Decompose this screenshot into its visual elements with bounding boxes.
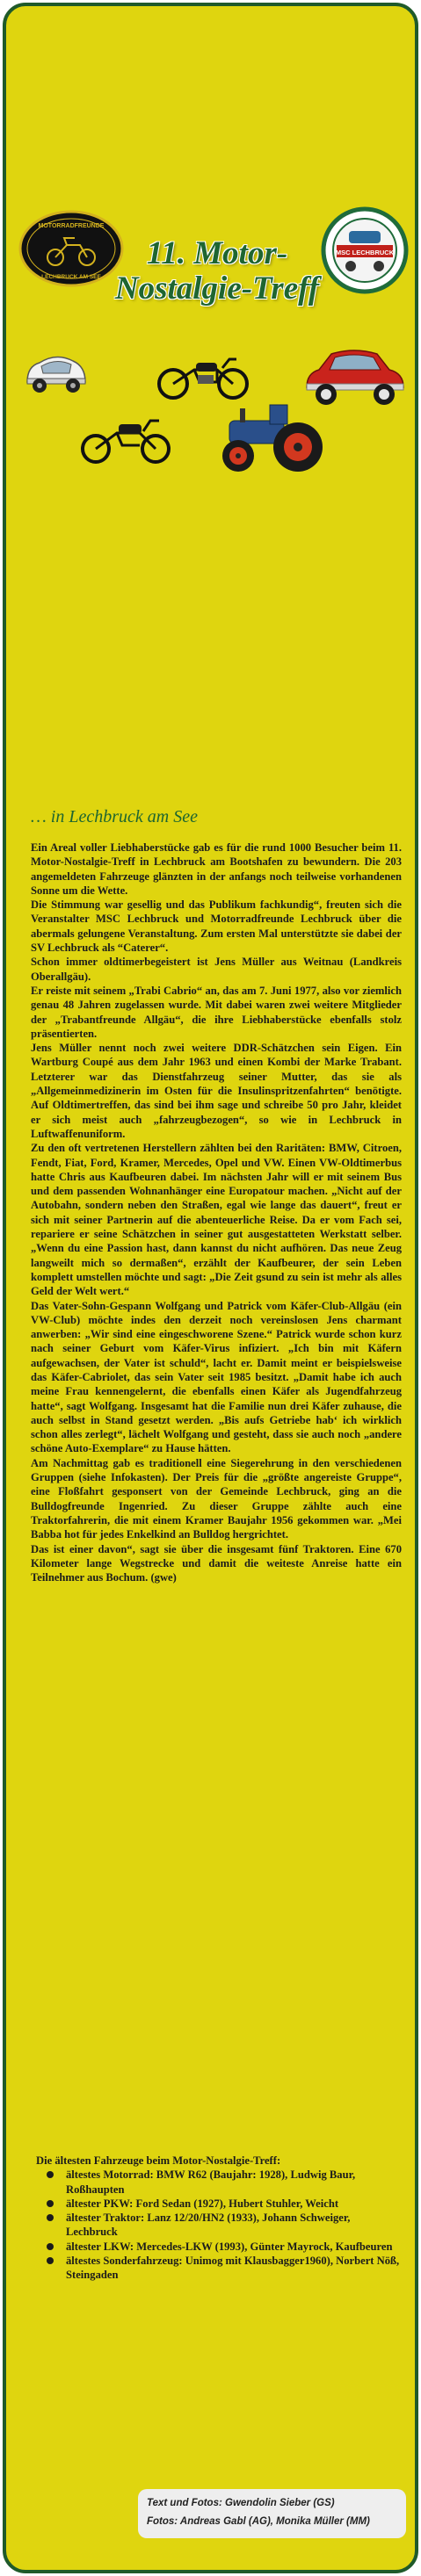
article-body <box>31 841 402 1584</box>
article-subtitle: … in Lechbruck am See <box>31 807 198 826</box>
article-paragraph: Ein Areal voller Liebhaberstücke gab es für die rund 1000 Besucher beim 11. Motor-Nostalgie-Treff in Lechbruck am Bootshafen zu bewundern. Die 203 angemeldeten Fahrzeuge glänzten in der anfangs noch teilweise vorhandenen Sonne um die Wette. <box>31 841 402 897</box>
article-panel <box>3 3 418 2573</box>
motorradfreunde-logo <box>18 210 124 287</box>
white-car-illustration <box>22 347 91 400</box>
credits-line-text: Text und Fotos: Gwendolin Sieber (GS) <box>147 2498 335 2508</box>
article-paragraph: Jens Müller nennt noch zwei weitere DDR-Schätzchen sein Eigen. Ein Wartburg Coupé aus dem Jahr 1963 und einen Kombi der Marke Trabant. Letzterer war das Dienstfahrzeug seiner Mutter, das sie als „Allgemeinmedizinerin im Osten für die Insulinspritzenfahrten“ benötigte. Auf Oldtimertreffen, das sind bei ihm sage und schreibe 50 pro Jahr, kleidet er sich meist auch „fahrzeugbezogen“, so wie in Lechbruck in Luftwaffenuniform. <box>31 1042 402 1140</box>
article-paragraph: Die Stimmung war gesellig und das Publikum fachkundig“, freuten sich die Veranstalter MSC Lechbruck und Motorradfreunde Lechbruck über die abermals gelungene Veranstaltung. Zum ersten Mal unterstützte sie dabei der SV Lechbruck als “Caterer“. <box>31 898 402 955</box>
article-paragraph: Am Nachmittag gab es traditionell eine Siegerehrung in den verschiedenen Gruppen (siehe Infokasten). Der Preis für die „größte angereiste Gruppe“, eine Floßfahrt gesponsert von der Gemeinde Lechbruck, ging an die Bulldogfreunde Ingenried. Zu dieser Gruppe zählte auch eine Traktorfahrerin, die mit einem Kramer Baujahr 1956 gekommen war. „Mei Babba hot für jedes Enkelkind an Bulldog hergrichtet. <box>31 1456 402 1541</box>
oldest-vehicles-list <box>36 2168 402 2282</box>
oldest-vehicles-heading: Die ältesten Fahrzeuge beim Motor-Nostalgie-Treff: <box>36 2154 281 2167</box>
article-paragraph: Das ist einer davon“, sagt sie über die insgesamt fünf Traktoren. Eine 670 Kilometer lange Wegstrecke und damit die weiteste Anreise hatte ein Teilnehmer aus Bochum. (gwe) <box>31 1542 402 1584</box>
credits-line-photos: Fotos: Andreas Gabl (AG), Monika Müller (MM) <box>147 2516 370 2527</box>
photo-credits-box <box>138 2489 406 2538</box>
oldest-vehicles-box <box>36 2154 402 2283</box>
msc-lechbruck-logo <box>321 206 409 294</box>
list-item: ältestes Sonderfahrzeug: Unimog mit Klausbagger1960), Norbert Nöß, Steingaden <box>66 2254 402 2283</box>
list-item: ältester LKW: Mercedes-LKW (1993), Günter Mayrock, Kaufbeuren <box>66 2240 402 2254</box>
page-title: 11. Motor-Nostalgie-Treff <box>114 235 320 307</box>
logo-left-bottom-text: LECHBRUCK AM SEE <box>41 274 101 280</box>
article-paragraph: Das Vater-Sohn-Gespann Wolfgang und Patrick vom Käfer-Club-Allgäu (ein VW-Club) möchte indes den derzeit noch vereinslosen Jens charmant anwerben: „Wir sind eine eingeschworene Szene.“ Patrick wurde schon kurz nach seiner Geburt vom Käfer-Virus infiziert. „Ich bin mit Käfern aufgewachsen, der Vater ist schuld“, lacht er. Damit meint er beispielsweise das Käfer-Cabriolet, das sein Vater seit 1985 besitzt. „Damit habe ich auch meine Frau kennengelernt, die ebenfalls einen Käfer als Jugendfahrzeug hatte“, sagt Wolfgang. Insgesamt hat die Familie nun drei Käfer zuhause, die auch selbst in Stand gesetzt werden. „Bis aufs Getriebe hab‘ ich wirklich schon alles zerlegt“, lächelt Wolfgang und gesteht, dass sie auch noch „andere schöne Auto-Exemplare“ zu Hause hätten. <box>31 1299 402 1455</box>
logo-right-text: MSC LECHBRUCK <box>335 249 395 256</box>
article-paragraph: Schon immer oldtimerbegeistert ist Jens Müller aus Weitnau (Landkreis Oberallgäu). <box>31 956 402 983</box>
article-paragraph: Zu den oft vertretenen Herstellern zählten bei den Raritäten: BMW, Citroen, Fendt, Fiat, Ford, Kramer, Mercedes, Opel und VW. Einen VW-Oldtimerbus hatte Chris aus Kaufbeuren dabei. Im nächsten Jahr will er mit seinem Bus und dem passenden Wohnanhänger eine Europatour machen. „Nicht auf der Autobahn, sondern neben den Straßen, egal wie lange das dauert“, freut er sich mit seiner Partnerin auf die abenteuerliche Reise. Da er vom Fach sei, repariere er seine Schätzchen in seiner gut ausgestatteten Werkstatt selber. „Wenn du eine Passion hast, dann kannst du nicht aufhören. Das neue Zeug langweilt mich so dermaßen“, erzählt der Kaufbeurer, der sein Leben komplett umstellen möchte und sagt: „Die Zeit gsund zu sein ist mehr als alles Geld der Welt wert.“ <box>31 1142 402 1298</box>
list-item: ältestes Motorrad: BMW R62 (Baujahr: 1928), Ludwig Baur, Roßhaupten <box>66 2168 402 2197</box>
tractor-illustration <box>214 396 333 477</box>
logo-left-top-text: MOTORRADFREUNDE <box>38 223 105 229</box>
motorcycle-illustration <box>154 350 252 400</box>
motorcycle-sidecar-illustration <box>78 407 177 468</box>
list-item: ältester Traktor: Lanz 12/20/HN2 (1933), Johann Schweiger, Lechbruck <box>66 2211 402 2240</box>
list-item: ältester PKW: Ford Sedan (1927), Hubert Stuhler, Weicht <box>66 2197 402 2211</box>
article-paragraph: Er reiste mit seinem „Trabi Cabrio“ an, das am 7. Juni 1977, also vor ziemlich genau 48 Jahren zugelassen wurde. Mit dabei waren zwei weitere Mitglieder der „Trabantfreunde Allgäu“, die ihre Liebhaberstücke ebenfalls stolz präsentierten. <box>31 984 402 1040</box>
